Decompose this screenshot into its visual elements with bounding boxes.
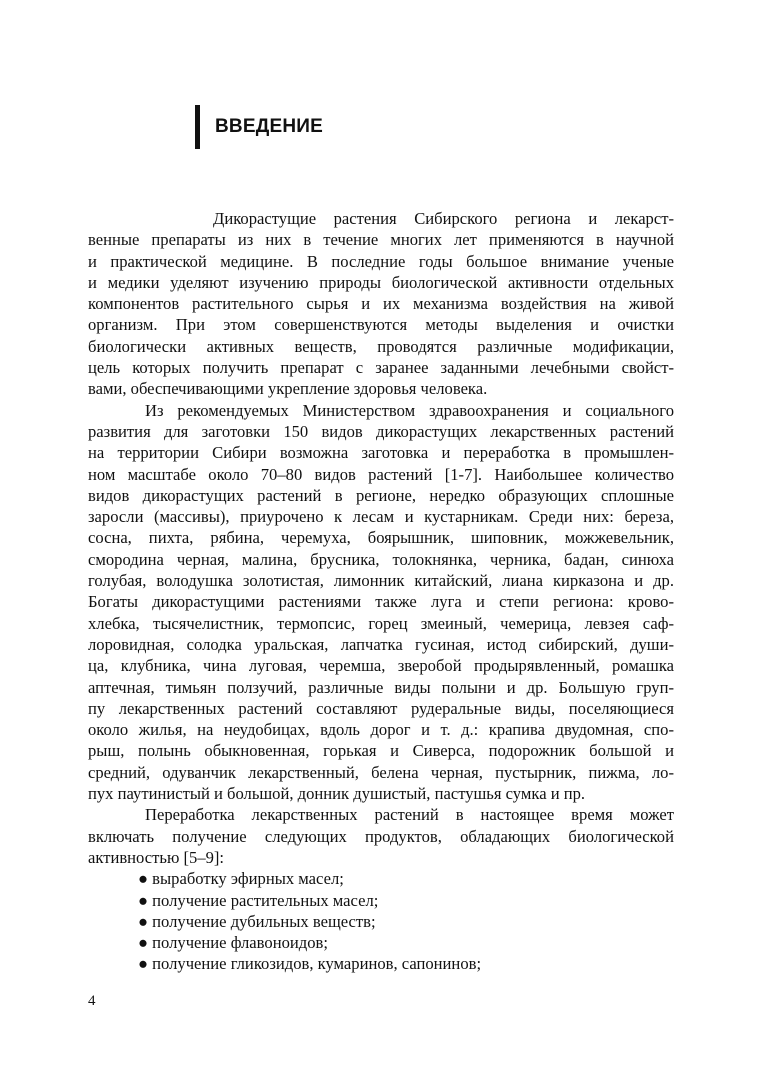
text-line: ца, клубника, чина луговая, черемша, зверобой продырявленный, ромашка [88,656,674,676]
text-line: около жилья, на неудобицах, вдоль дорог и т. д.: крапива двудомная, спо- [88,720,674,740]
text-line: лоровидная, солодка уральская, лапчатка гусиная, истод сибирский, души- [88,634,674,654]
text-line: Переработка лекарственных растений в настоящее время может [145,805,674,825]
section-heading [195,104,323,150]
text-line: организм. При этом совершенствуются методы выделения и очистки [88,315,674,335]
list-item: ● выработку эфирных масел; [138,869,344,889]
text-line: заросли (массивы), приурочено к лесам и кустарникам. Среди них: береза, [88,507,674,527]
list-item: ● получение гликозидов, кумаринов, сапонинов; [138,954,482,974]
text-line: и практической медицине. В последние годы большое внимание ученые [88,251,674,271]
text-line: пух паутинистый и большой, донник душистый, пастушья сумка и пр. [88,784,586,804]
list-item: ● получение дубильных веществ; [138,911,376,931]
page-number: 4 [88,993,96,1009]
text-line: на территории Сибири возможна заготовка и переработка в промышлен- [88,443,674,463]
text-line: включать получение следующих продуктов, обладающих биологической [88,826,674,846]
text-line: и медики уделяют изучению природы биологической активности отдельных [88,272,674,292]
text-line: компонентов растительного сырья и их механизма воздействия на живой [88,294,674,314]
text-line: биологически активных веществ, проводятся различные модификации, [88,336,674,356]
text-line: Богаты дикорастущими растениями также луга и степи региона: крово- [88,592,674,612]
text-line: голубая, володушка золотистая, лимонник китайский, лиана кирказона и др. [88,571,674,591]
text-line: цель которых получить препарат с заранее заданными лечебными свойст- [88,358,674,378]
text-line: Дикорастущие растения Сибирского региона и лекарст- [213,209,674,228]
text-line: рыш, полынь обыкновенная, горькая и Сиверса, подорожник большой и [88,741,674,761]
text-line: развития для заготовки 150 видов дикорастущих лекарственных растений [88,421,674,441]
heading-bar [195,105,200,149]
text-line: хлебка, тысячелистник, термопсис, горец змеиный, чемерица, левзея саф- [88,613,674,633]
page-title: ВВЕДЕНИЕ [215,116,323,137]
text-line: смородина черная, малина, брусника, толокнянка, черника, бадан, синюха [88,549,674,569]
text-line: средний, одуванчик лекарственный, белена черная, пустырник, пижма, ло- [88,762,674,782]
text-line: аптечная, тимьян ползучий, различные виды полыни и др. Большую груп- [88,677,674,697]
text-line: сосна, пихта, рябина, черемуха, боярышник, шиповник, можжевельник, [88,528,674,548]
text-line: венные препараты из них в течение многих лет применяются в научной [88,230,674,250]
body-text [88,208,674,975]
text-line: Из рекомендуемых Министерством здравоохранения и социального [145,400,674,420]
text-line: видов дикорастущих растений в регионе, нередко образующих сплошные [88,485,674,505]
text-line: пу лекарственных растений составляют рудеральные виды, поселяющиеся [88,698,674,718]
list-item: ● получение растительных масел; [138,890,379,910]
text-line: активностью [5–9]: [88,847,225,867]
text-line: вами, обеспечивающими укрепление здоровья человека. [88,379,488,399]
list-item: ● получение флавоноидов; [138,933,328,953]
text-line: ном масштабе около 70–80 видов растений [1-7]. Наибольшее количество [88,464,674,484]
